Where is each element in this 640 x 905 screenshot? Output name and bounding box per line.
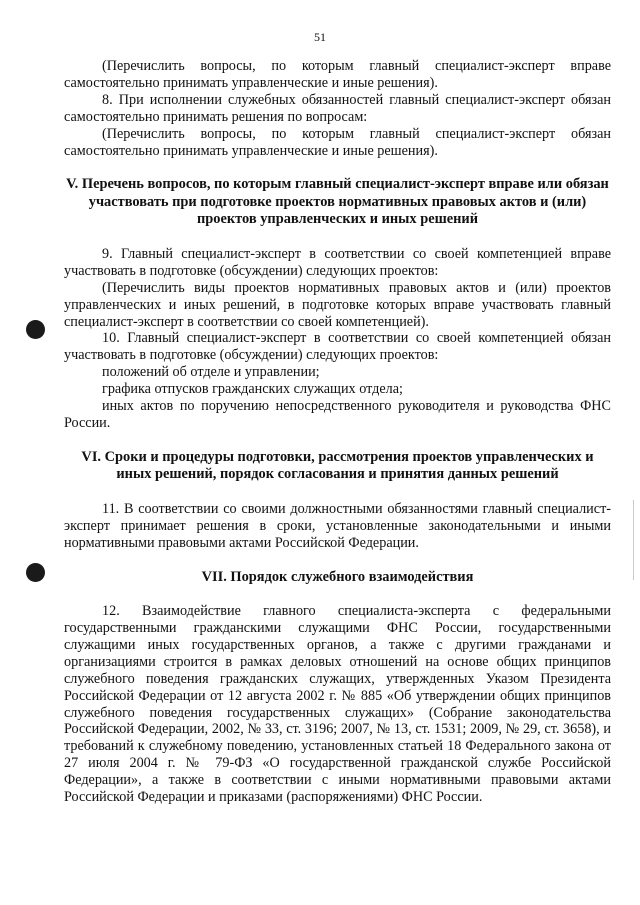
section-heading-vii: VII. Порядок служебного взаимодействия (201, 568, 474, 585)
list-item: графика отпусков гражданских служащих отдела; (102, 381, 403, 398)
punch-hole-mark (26, 320, 45, 339)
paragraph-8: 8. При исполнении служебных обязанностей главный специалист-эксперт обязан самостоятельно принимать решения по вопросам: (64, 91, 611, 125)
margin-scan-line (633, 500, 634, 580)
paragraph-7-note: (Перечислить вопросы, по которым главный специалист-эксперт вправе самостоятельно принимать управленческие и иные решения). (64, 58, 611, 91)
paragraph-10: 10. Главный специалист-эксперт в соответствии со своей компетенцией обязан участвовать в подготовке (обсуждении) следующих проектов: (64, 330, 611, 364)
section-heading-vi: VI. Сроки и процедуры подготовки, рассмотрения проектов управленческих и иных решений, порядок согласования и принятия данных решений (81, 448, 594, 483)
punch-hole-mark (26, 563, 45, 582)
page-number: 51 (314, 30, 326, 44)
section-heading-v: V. Перечень вопросов, по которым главный специалист-эксперт вправе или обязан участвовать при подготовке проектов нормативных правовых актов и (или) проектов управленческих и иных решений (66, 176, 609, 228)
paragraph-9-note: (Перечислить виды проектов нормативных правовых актов и (или) проектов управленческих и иных решений, в подготовке которых вправе участвовать главный специалист-эксперт в соответствии со своей компетенцией). (64, 279, 611, 330)
paragraph-9: 9. Главный специалист-эксперт в соответствии со своей компетенцией вправе участвовать в подготовке (обсуждении) следующих проектов: (64, 245, 611, 279)
list-item: положений об отделе и управлении; (102, 364, 320, 381)
paragraph-11: 11. В соответствии со своими должностными обязанностями главный специалист-эксперт принимает решения в сроки, установленные законодательными и иными нормативными правовыми актами Российской Федерации. (64, 500, 611, 551)
document-body (64, 58, 611, 806)
list-item: иных актов по поручению непосредственного руководителя и руководства ФНС России. (64, 398, 611, 431)
paragraph-8-note: (Перечислить вопросы, по которым главный специалист-эксперт обязан самостоятельно принимать управленческие и иные решения). (64, 125, 611, 159)
paragraph-12: 12. Взаимодействие главного специалиста-эксперта с федеральными государственными гражданскими служащими ФНС России, государственными служащими иных государственных органов, а также с другими гражданами и организациями строится в рамках деловых отношений на основе общих принципов служебного поведения гражданских служащих, утвержденных Указом Президента Российской Федерации от 12 августа 2002 г. № 885 «Об утверждении общих принципов служебного поведения государственных служащих» (Собрание законодательства Российской Федерации, 2002, № 33, ст. 3196; 2007, № 13, ст. 1531; 2009, № 29, ст. 3658), и требований к служебному поведению, установленных статьей 18 Федерального закона от 27 июля 2004 г. № 79-ФЗ «О государственной гражданской службе Российской Федерации», а также в соответствии с иными нормативными правовыми актами Российской Федерации и приказами (распоряжениями) ФНС России. (64, 603, 611, 806)
